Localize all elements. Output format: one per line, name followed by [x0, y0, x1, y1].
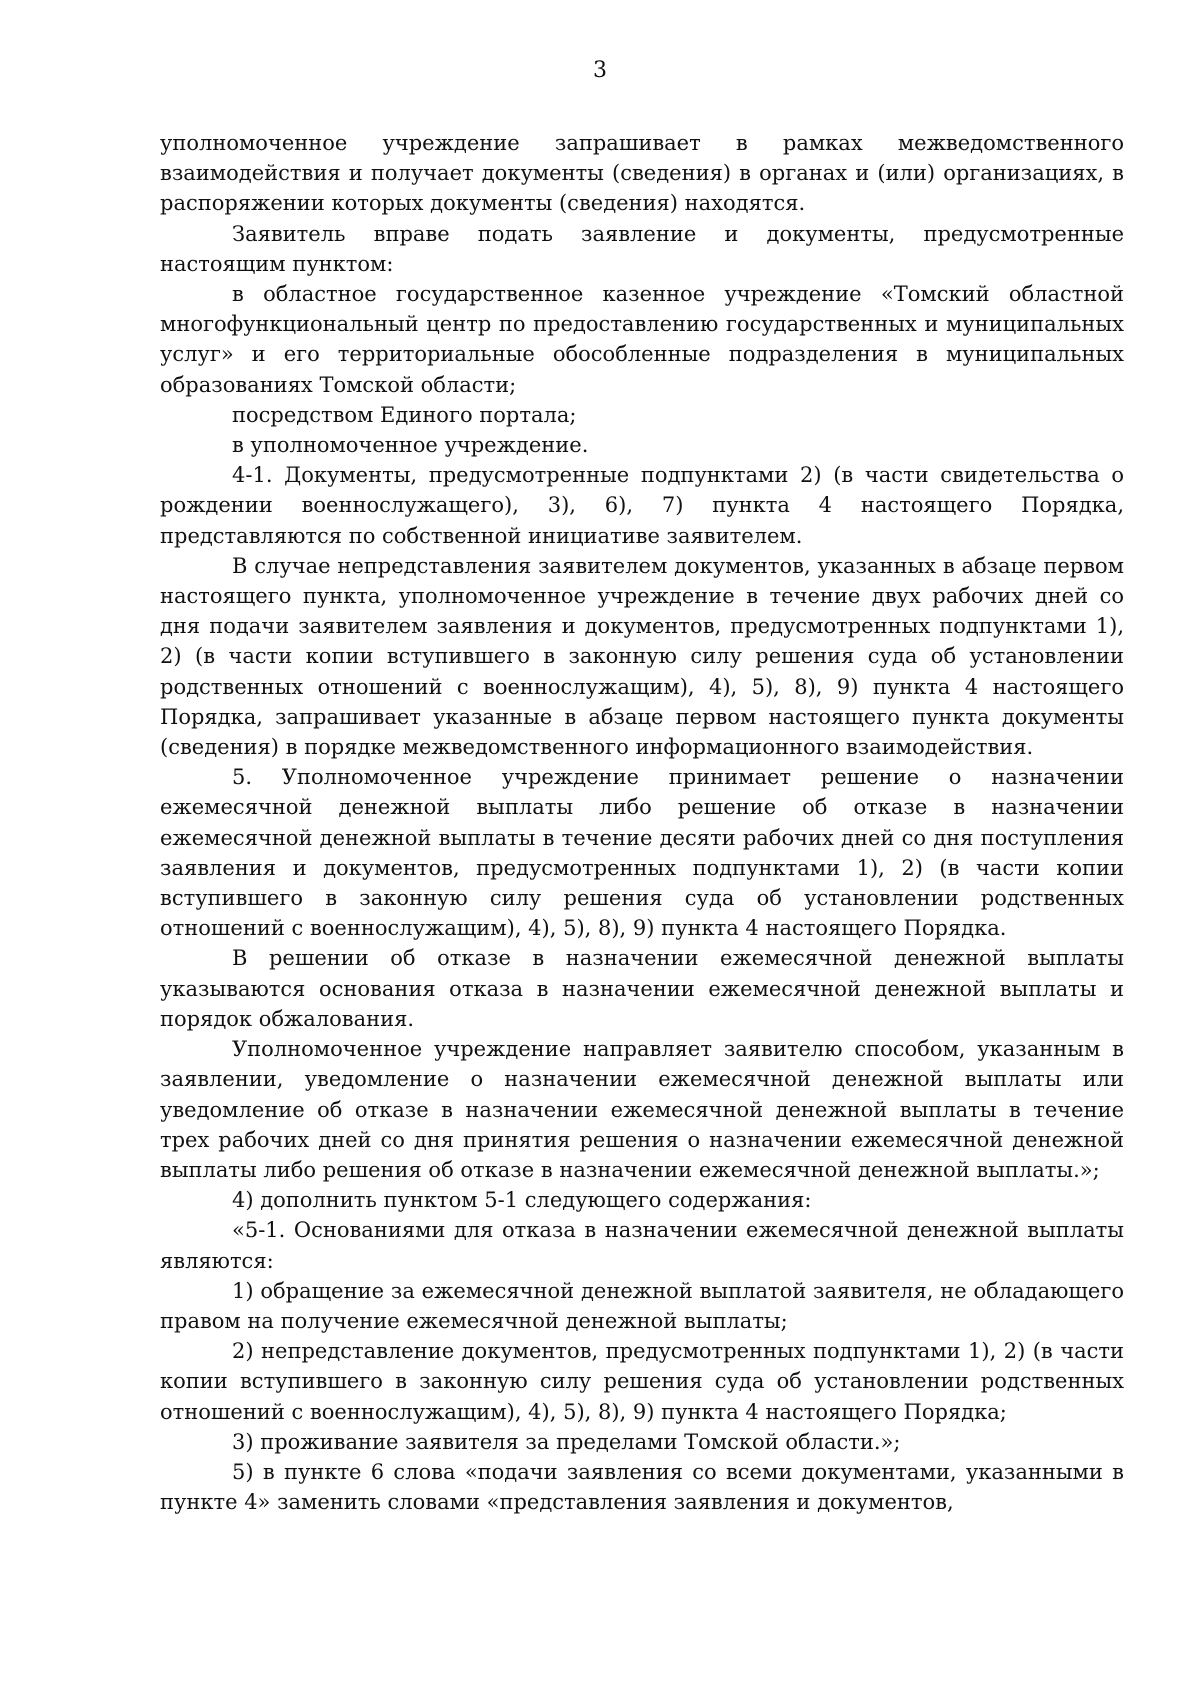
paragraph-mfc-option: в областное государственное казенное учреждение «Томский областной многофункциональный центр по предоставлению государственных и муниципальных услуг» и его территориальные обособленные подразделения в муниципальных образованиях Томской области;	[160, 282, 1124, 397]
list-item-3: 3) проживание заявителя за пределами Томской области.»;	[232, 1429, 901, 1454]
document-body	[160, 128, 1124, 1517]
paragraph-institution-option: в уполномоченное учреждение.	[232, 433, 589, 458]
paragraph-continuation: уполномоченное учреждение запрашивает в рамках межведомственного взаимодействия и получает документы (сведения) в органах и (или) организациях, в распоряжении которых документы (сведения) находятся.	[160, 131, 1124, 216]
paragraph-applicant-right: Заявитель вправе подать заявление и документы, предусмотренные настоящим пунктом:	[160, 221, 1124, 276]
paragraph-refusal-grounds: В решении об отказе в назначении ежемесячной денежной выплаты указываются основания отказа в назначении ежемесячной денежной выплаты и порядок обжалования.	[160, 946, 1124, 1031]
page-number: 3	[593, 58, 607, 83]
paragraph-amendment-5: 5) в пункте 6 слова «подачи заявления со всеми документами, указанными в пункте 4» заменить словами «представления заявления и документов,	[160, 1459, 1124, 1515]
list-item-2: 2) непредставление документов, предусмотренных подпунктами 1), 2) (в части копии вступившего в законную силу решения суда об установлении родственных отношений с военнослужащим), 4), 5), 8), 9) пункта 4 настоящего Порядка;	[160, 1339, 1124, 1424]
paragraph-notification: Уполномоченное учреждение направляет заявителю способом, указанным в заявлении, уведомление о назначении ежемесячной денежной выплаты или уведомление об отказе в назначении ежемесячной денежной выплаты в течение трех рабочих дней со дня принятия решения о назначении ежемесячной денежной выплаты либо решения об отказе в назначении ежемесячной денежной выплаты.»;	[160, 1037, 1124, 1182]
paragraph-clause-5-1: «5-1. Основаниями для отказа в назначении ежемесячной денежной выплаты являются:	[160, 1218, 1124, 1273]
list-item-1: 1) обращение за ежемесячной денежной выплатой заявителя, не обладающего правом на получение ежемесячной денежной выплаты;	[160, 1278, 1124, 1333]
paragraph-non-submission: В случае непредставления заявителем документов, указанных в абзаце первом настоящего пункта, уполномоченное учреждение в течение двух рабочих дней со дня подачи заявителем заявления и документов, предусмотренных подпунктами 1), 2) (в части копии вступившего в законную силу решения суда об установлении родственных отношений с военнослужащим), 4), 5), 8), 9) пункта 4 настоящего Порядка, запрашивает указанные в абзаце первом настоящего пункта документы (сведения) в порядке межведомственного информационного взаимодействия.	[160, 553, 1124, 760]
paragraph-amendment-4: 4) дополнить пунктом 5-1 следующего содержания:	[232, 1188, 812, 1213]
paragraph-clause-5: 5. Уполномоченное учреждение принимает решение о назначении ежемесячной денежной выплаты либо решение об отказе в назначении ежемесячной денежной выплаты в течение десяти рабочих дней со дня поступления заявления и документов, предусмотренных подпунктами 1), 2) (в части копии вступившего в законную силу решения суда об установлении родственных отношений с военнослужащим), 4), 5), 8), 9) пункта 4 настоящего Порядка.	[160, 765, 1124, 941]
paragraph-portal-option: посредством Единого портала;	[232, 402, 577, 427]
paragraph-clause-4-1: 4-1. Документы, предусмотренные подпунктами 2) (в части свидетельства о рождении военнослужащего), 3), 6), 7) пункта 4 настоящего Порядка, представляются по собственной инициативе заявителем.	[160, 463, 1124, 548]
